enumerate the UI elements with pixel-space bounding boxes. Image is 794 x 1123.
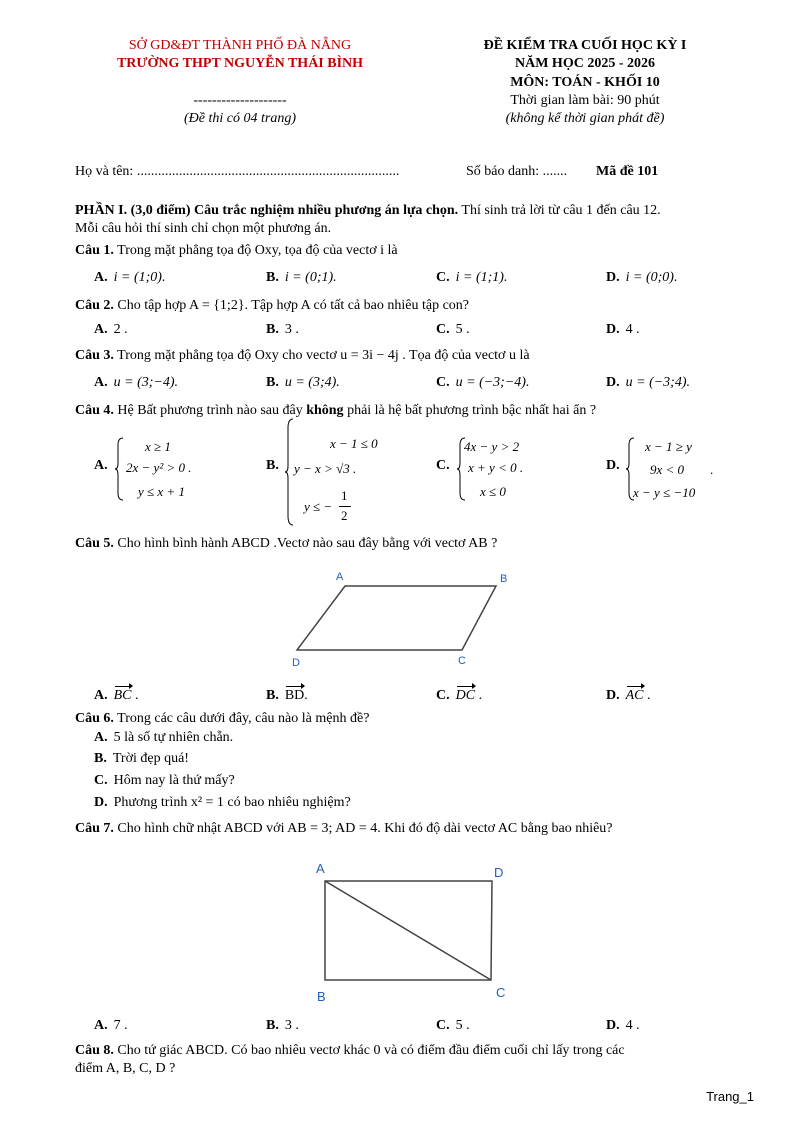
department-name: SỞ GD&ĐT THÀNH PHỐ ĐÀ NẴNG — [128, 38, 352, 53]
q7-option-a[interactable]: A. 7 . — [94, 1018, 128, 1033]
vertex-d-label: D — [292, 657, 300, 669]
pages-note: (Đề thi có 04 trang) — [184, 111, 296, 126]
question-text: Cho tập hợp A = {1;2}. Tập hợp A có tất cả bao nhiêu tập con? — [117, 298, 470, 313]
question-4 — [75, 403, 596, 419]
q4-option-b-label[interactable]: B. — [266, 458, 279, 473]
vertex-a-label: A — [336, 571, 344, 583]
q1-option-c[interactable]: C. i = (1;1). — [436, 270, 508, 285]
question-8 — [75, 1043, 625, 1059]
school-name: TRƯỜNG THPT NGUYỄN THÁI BÌNH — [116, 56, 364, 71]
q1-option-a[interactable]: A. i = (1;0). — [94, 270, 166, 285]
question-text: Trong mặt phẳng tọa độ Oxy, tọa độ của vectơ i là — [117, 243, 398, 258]
student-id-field: Số báo danh: ....... — [466, 164, 568, 179]
question-2 — [75, 298, 469, 314]
q7-option-c[interactable]: C. 5 . — [436, 1018, 470, 1033]
question-number: Câu 4. — [75, 403, 114, 418]
q3-option-d[interactable]: D. u = (−3;4). — [606, 375, 691, 390]
q6-option-c[interactable]: C. Hôm nay là thứ mấy? — [94, 773, 235, 788]
q7-option-d[interactable]: D. 4 . — [606, 1018, 640, 1033]
q4-option-c-system[interactable]: 4x − y > 2 x + y < 0 . x ≤ 0 — [456, 437, 576, 507]
q2-option-b[interactable]: B. 3 . — [266, 322, 299, 337]
q6-option-b[interactable]: B. Trời đẹp quá! — [94, 751, 189, 766]
student-name-field: Họ và tên: ........................................................................... — [75, 164, 400, 179]
q1-option-d[interactable]: D. i = (0;0). — [606, 270, 678, 285]
q6-option-a[interactable]: A. 5 là số tự nhiên chẵn. — [94, 730, 234, 745]
question-text: Trong các câu dưới đây, câu nào là mệnh đề? — [117, 711, 370, 726]
exam-time: Thời gian làm bài: 90 phút — [510, 93, 660, 108]
question-text-end: phải là hệ bất phương trình bậc nhất hai ẩn ? — [343, 403, 597, 418]
question-3 — [75, 348, 530, 364]
vertex-c-label: C — [496, 985, 506, 1000]
parallelogram-figure — [280, 562, 520, 672]
part1-heading — [75, 203, 661, 219]
q4-option-d-label[interactable]: D. — [606, 458, 620, 473]
q4-option-b-system[interactable]: x − 1 ≤ 0 y − x > √3 . y ≤ − 1 2 — [284, 418, 404, 528]
part1-title: PHẦN I. (3,0 điểm) Câu trắc nghiệm nhiều phương án lựa chọn. — [75, 203, 459, 218]
exam-code: Mã đề 101 — [596, 164, 659, 179]
q7-option-b[interactable]: B. 3 . — [266, 1018, 299, 1033]
part1-desc: Thí sinh trả lời từ câu 1 đến câu 12. — [458, 203, 661, 218]
q3-option-c[interactable]: C. u = (−3;−4). — [436, 375, 530, 390]
question-number: Câu 1. — [75, 243, 114, 258]
page-number: Trang_1 — [706, 1089, 754, 1104]
brace-icon — [114, 437, 124, 501]
q5-option-d[interactable]: D. AC . — [606, 688, 651, 703]
vertex-b-label: B — [317, 989, 326, 1004]
question-8-cont: điểm A, B, C, D ? — [75, 1061, 176, 1076]
q5-option-b[interactable]: B. BD. — [266, 688, 308, 703]
question-5 — [75, 536, 497, 552]
question-text: Cho hình chữ nhật ABCD với AB = 3; AD = 4. Khi đó độ dài vectơ AC bằng bao nhiêu? — [117, 821, 613, 836]
q4-option-c-label[interactable]: C. — [436, 458, 450, 473]
q6-option-d[interactable]: D. Phương trình x² = 1 có bao nhiêu nghiệm? — [94, 795, 351, 810]
question-number: Câu 7. — [75, 821, 114, 836]
question-text: Trong mặt phẳng tọa độ Oxy cho vectơ u = 3i − 4j . Tọa độ của vectơ u là — [117, 348, 530, 363]
q2-option-d[interactable]: D. 4 . — [606, 322, 640, 337]
vertex-b-label: B — [500, 573, 508, 585]
q4-option-d-system[interactable]: x − 1 ≥ y 9x < 0 x − y ≤ −10 . — [625, 437, 745, 507]
question-number: Câu 2. — [75, 298, 114, 313]
exam-title: ĐỀ KIỂM TRA CUỐI HỌC KỲ I — [483, 38, 687, 53]
question-1 — [75, 243, 398, 259]
q5-option-c[interactable]: C. DC . — [436, 688, 483, 703]
q2-option-a[interactable]: A. 2 . — [94, 322, 128, 337]
question-7 — [75, 821, 613, 837]
q3-option-b[interactable]: B. u = (3;4). — [266, 375, 340, 390]
question-6 — [75, 711, 369, 727]
question-text: Cho hình bình hành ABCD .Vectơ nào sau đây bằng với vectơ AB ? — [117, 536, 498, 551]
q4-option-a-label[interactable]: A. — [94, 458, 108, 473]
header-divider: -------------------- — [193, 93, 287, 108]
rectangle-figure — [300, 855, 520, 1010]
question-number: Câu 6. — [75, 711, 114, 726]
q1-option-b[interactable]: B. i = (0;1). — [266, 270, 337, 285]
vertex-d-label: D — [494, 865, 504, 880]
question-number: Câu 3. — [75, 348, 114, 363]
q2-option-c[interactable]: C. 5 . — [436, 322, 470, 337]
brace-icon — [284, 418, 294, 526]
question-number: Câu 5. — [75, 536, 114, 551]
q4-option-a-system[interactable]: x ≥ 1 2x − y² > 0 . y ≤ x + 1 — [114, 437, 234, 507]
part1-desc-2: Mỗi câu hỏi thí sinh chỉ chọn một phương án. — [75, 221, 332, 236]
vertex-a-label: A — [316, 861, 325, 876]
question-text: Cho tứ giác ABCD. Có bao nhiêu vectơ khác 0 và có điểm đầu điểm cuối chỉ lấy trong các — [117, 1043, 625, 1058]
q3-option-a[interactable]: A. u = (3;−4). — [94, 375, 179, 390]
q5-option-a[interactable]: A. BC . — [94, 688, 139, 703]
school-year: NĂM HỌC 2025 - 2026 — [515, 56, 655, 71]
question-emphasis: không — [306, 403, 344, 418]
exam-time-note: (không kể thời gian phát đề) — [505, 111, 665, 126]
question-number: Câu 8. — [75, 1043, 114, 1058]
subject: MÔN: TOÁN - KHỐI 10 — [510, 75, 660, 90]
vertex-c-label: C — [458, 655, 466, 667]
question-text: Hệ Bất phương trình nào sau đây — [117, 403, 307, 418]
